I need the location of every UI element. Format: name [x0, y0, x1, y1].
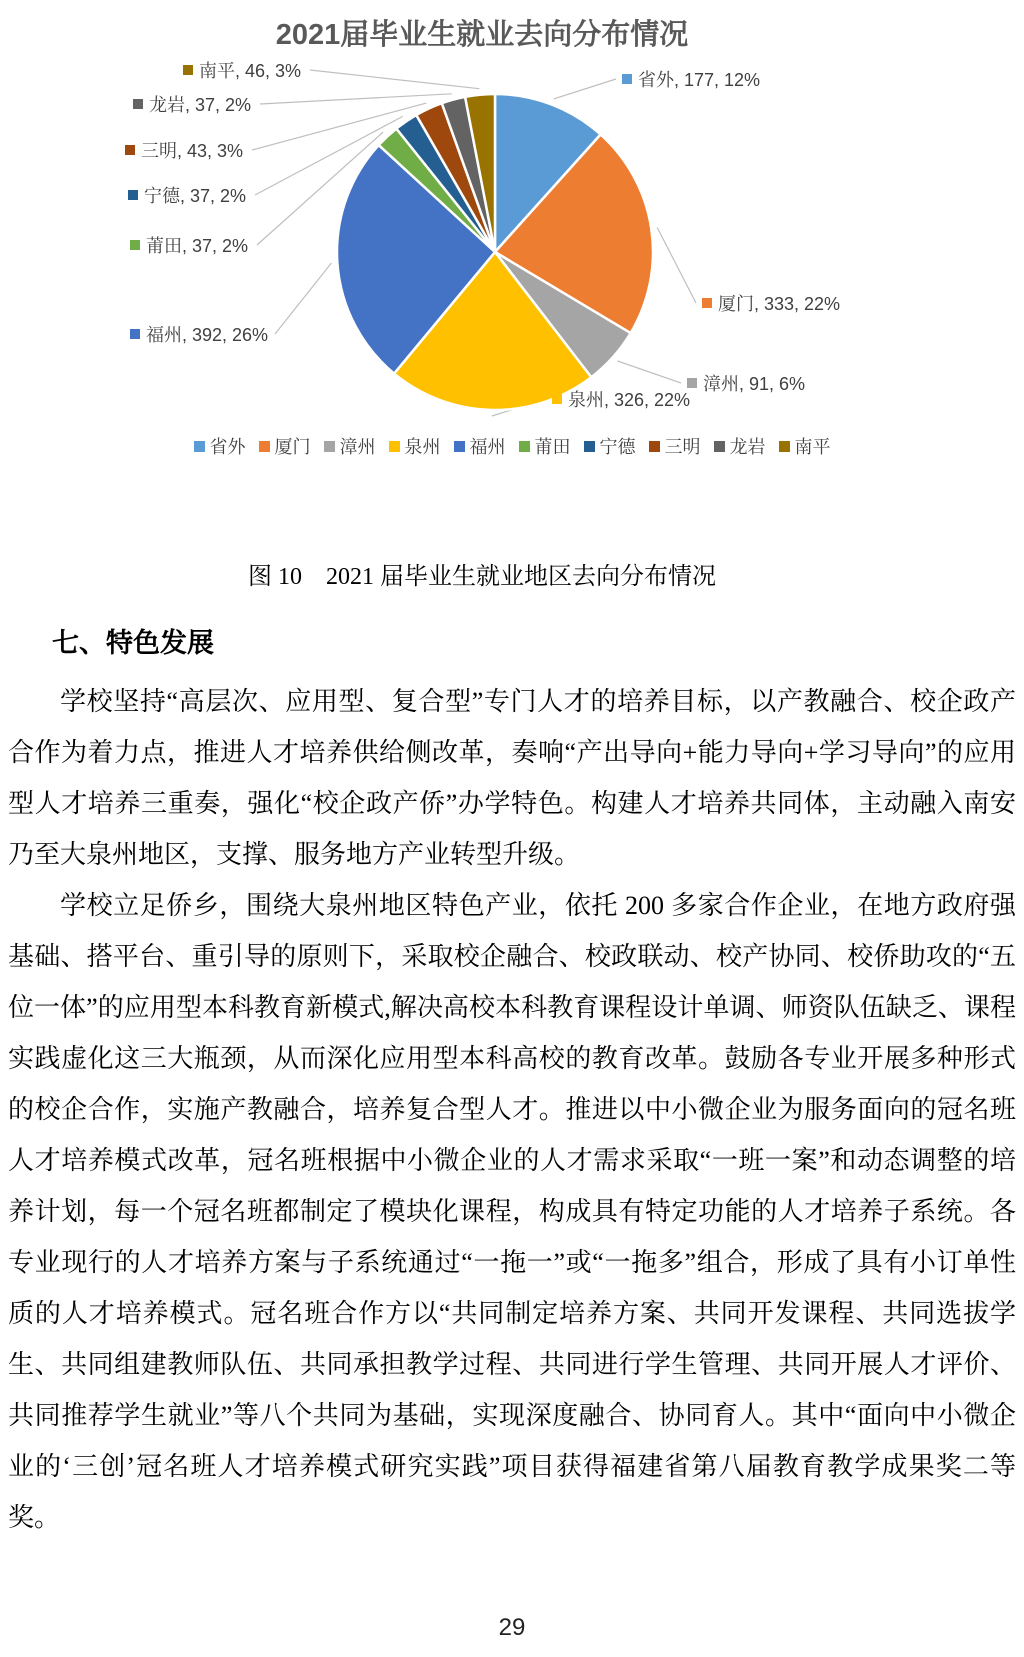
data-label-marker — [125, 145, 135, 155]
data-label-marker — [687, 378, 697, 388]
legend-label: 省外 — [209, 437, 246, 457]
data-label-marker — [183, 65, 193, 75]
legend-item — [714, 433, 766, 459]
data-label-marker — [702, 298, 712, 308]
pie-data-label: 省外, 177, 12% — [638, 70, 761, 90]
pie-chart-svg — [0, 0, 1024, 470]
legend-label: 龙岩 — [729, 437, 766, 457]
figure-caption: 图 10 2021 届毕业生就业地区去向分布情况 — [248, 564, 716, 590]
legend-marker — [194, 441, 205, 452]
legend-label: 三明 — [664, 437, 701, 457]
legend-marker — [714, 441, 725, 452]
legend-item — [584, 433, 636, 459]
legend-label: 福州 — [469, 437, 506, 457]
legend-label: 厦门 — [274, 437, 311, 457]
body-paragraph-2: 学校立足侨乡，围绕大泉州地区特色产业，依托 200 多家合作企业，在地方政府强基础、搭平台、重引导的原则下，采取校企融合、校政联动、校产协同、校侨助攻的“五位一体”的应用型本科教育新模式,解决高校本科教育课程设计单调、师资队伍缺乏、课程实践虚化这三大瓶颈，从而深化应用型本科高校的教育改革。鼓励各专业开展多种形式的校企合作，实施产教融合，培养复合型人才。推进以中小微企业为服务面向的冠名班人才培养模式改革，冠名班根据中小微企业的人才需求采取“一班一案”和动态调整的培养计划，每一个冠名班都制定了模块化课程，构成具有特定功能的人才培养子系统。各专业现行的人才培养方案与子系统通过“一拖一”或“一拖多”组合，形成了具有小订单性质的人才培养模式。冠名班合作方以“共同制定培养方案、共同开发课程、共同选拔学生、共同组建教师队伍、共同承担教学过程、共同进行学生管理、共同开展人才评价、共同推荐学生就业”等八个共同为基础，实现深度融合、协同育人。其中“面向中小微企业的‘三创’冠名班人才培养模式研究实践”项目获得福建省第八届教育教学成果奖二等奖。 — [8, 891, 1016, 1532]
pie-data-label: 泉州, 326, 22% — [568, 390, 691, 410]
pie-data-label: 漳州, 91, 6% — [703, 374, 806, 394]
legend-marker — [324, 441, 335, 452]
pie-data-label: 三明, 43, 3% — [141, 141, 244, 161]
legend-label: 南平 — [794, 437, 831, 457]
legend-marker — [649, 441, 660, 452]
legend-marker — [454, 441, 465, 452]
legend-marker — [779, 441, 790, 452]
legend-item — [324, 433, 376, 459]
body-paragraph-1: 学校坚持“高层次、应用型、复合型”专门人才的培养目标，以产教融合、校企政产合作为着力点，推进人才培养供给侧改革，奏响“产出导向+能力导向+学习导向”的应用型人才培养三重奏，强化“校企政产侨”办学特色。构建人才培养共同体，主动融入南安乃至大泉州地区，支撑、服务地方产业转型升级。 — [8, 687, 1016, 869]
section-heading: 七、特色发展 — [52, 628, 214, 658]
leader-line — [260, 94, 452, 104]
legend-marker — [259, 441, 270, 452]
chart-title: 2021届毕业生就业去向分布情况 — [275, 19, 689, 51]
data-label-marker — [130, 329, 140, 339]
chart-legend — [0, 433, 1024, 459]
leader-line — [275, 263, 331, 334]
legend-item — [519, 433, 571, 459]
legend-marker — [519, 441, 530, 452]
legend-label: 宁德 — [599, 437, 636, 457]
data-label-marker — [552, 394, 562, 404]
legend-marker — [389, 441, 400, 452]
leader-line — [618, 361, 682, 383]
leader-line — [310, 70, 479, 89]
pie-data-label: 龙岩, 37, 2% — [149, 95, 252, 115]
legend-label: 泉州 — [404, 437, 441, 457]
legend-item — [389, 433, 441, 459]
pie-data-label: 宁德, 37, 2% — [144, 186, 247, 206]
pie-data-label: 莆田, 37, 2% — [146, 236, 249, 256]
data-label-marker — [128, 190, 138, 200]
data-label-marker — [133, 99, 143, 109]
legend-label: 漳州 — [339, 437, 376, 457]
legend-item — [454, 433, 506, 459]
page-number: 29 — [498, 1614, 526, 1641]
legend-item — [259, 433, 311, 459]
pie-data-label: 厦门, 333, 22% — [718, 294, 841, 314]
leader-line — [657, 228, 696, 304]
data-label-marker — [130, 240, 140, 250]
figure-10-chart — [0, 0, 1024, 470]
data-label-marker — [622, 74, 632, 84]
pie-data-label: 福州, 392, 26% — [146, 325, 269, 345]
legend-marker — [584, 441, 595, 452]
legend-label: 莆田 — [534, 437, 571, 457]
legend-item — [649, 433, 701, 459]
legend-item — [779, 433, 831, 459]
legend-item — [194, 433, 246, 459]
pie-data-label: 南平, 46, 3% — [199, 61, 302, 81]
leader-line — [554, 79, 616, 99]
